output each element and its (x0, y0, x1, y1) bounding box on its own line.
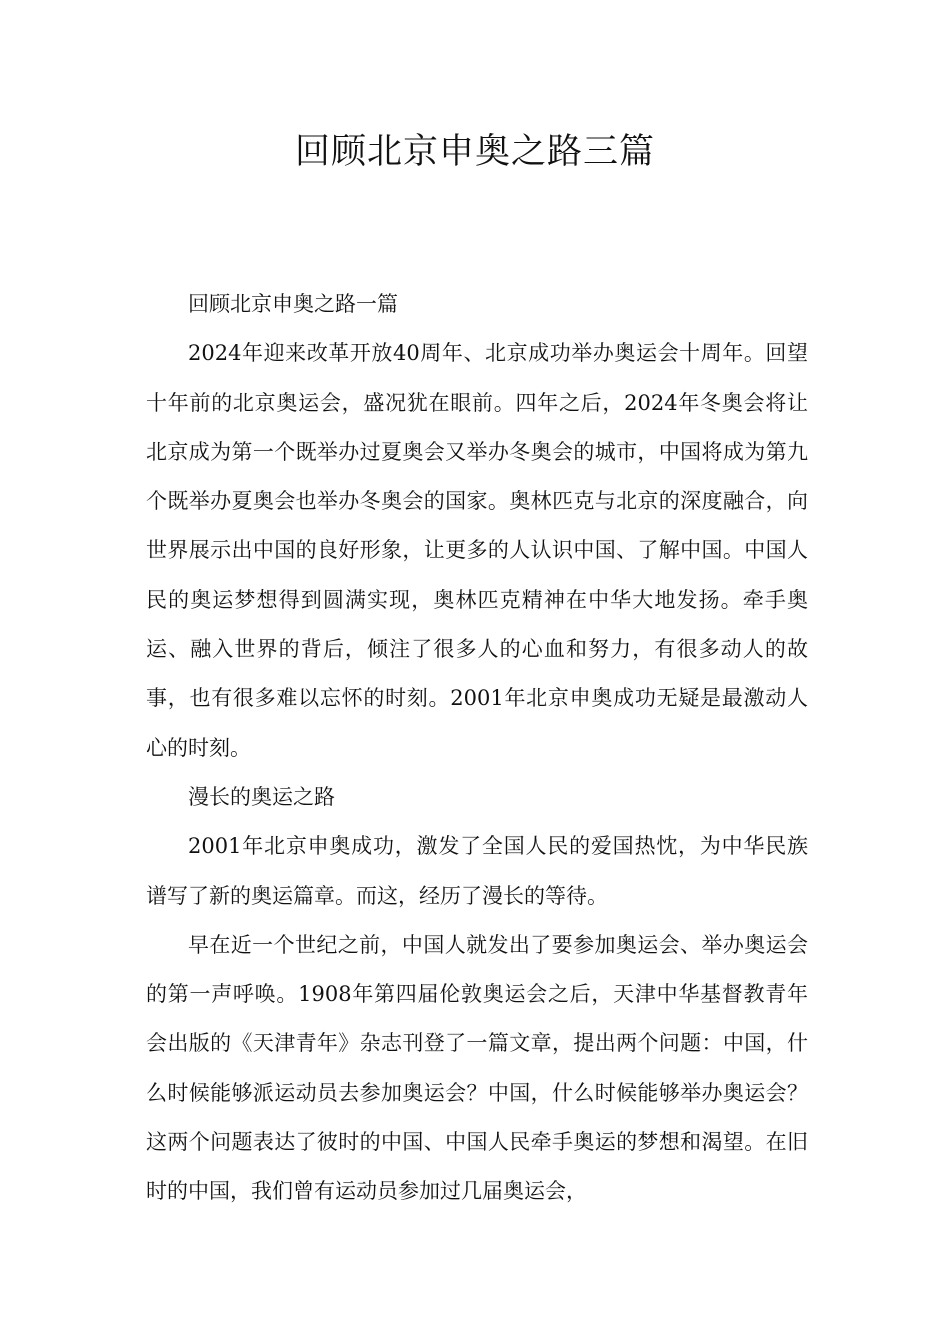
section-heading-part-one: 回顾北京申奥之路一篇 (188, 292, 398, 316)
paragraph-history: 早在近一个世纪之前，中国人就发出了要参加奥运会、举办奥运会的第一声呼唤。1908年第四届伦敦奥运会之后，天津中华基督教青年会出版的《天津青年》杂志刊登了一篇文章，提出两个问题：中国，什么时候能够派运动员去参加奥运会？中国，什么时候能够举办奥运会？这两个问题表达了彼时的中国、中国人民牵手奥运的梦想和渴望。在旧时的中国，我们曾有运动员参加过几届奥运会， (146, 932, 808, 1204)
section-heading-long-road: 漫长的奥运之路 (188, 784, 335, 809)
paragraph-intro: 2024年迎来改革开放40周年、北京成功举办奥运会十周年。回望十年前的北京奥运会，盛况犹在眼前。四年之后，2024年冬奥会将让北京成为第一个既举办过夏奥会又举办冬奥会的城市，中国将成为第九个既举办夏奥会也举办冬奥会的国家。奥林匹克与北京的深度融合，向世界展示出中国的良好形象，让更多的人认识中国、了解中国。中国人民的奥运梦想得到圆满实现，奥林匹克精神在中华大地发扬。牵手奥运、融入世界的背后，倾注了很多人的心血和努力，有很多动人的故事，也有很多难以忘怀的时刻。2001年北京申奥成功无疑是最激动人心的时刻。 (146, 341, 808, 760)
paragraph-bid-success: 2001年北京申奥成功，激发了全国人民的爱国热忱，为中华民族谱写了新的奥运篇章。而这，经历了漫长的等待。 (146, 834, 808, 908)
document-body (146, 280, 808, 1217)
document-title: 回顾北京申奥之路三篇 (294, 132, 655, 172)
